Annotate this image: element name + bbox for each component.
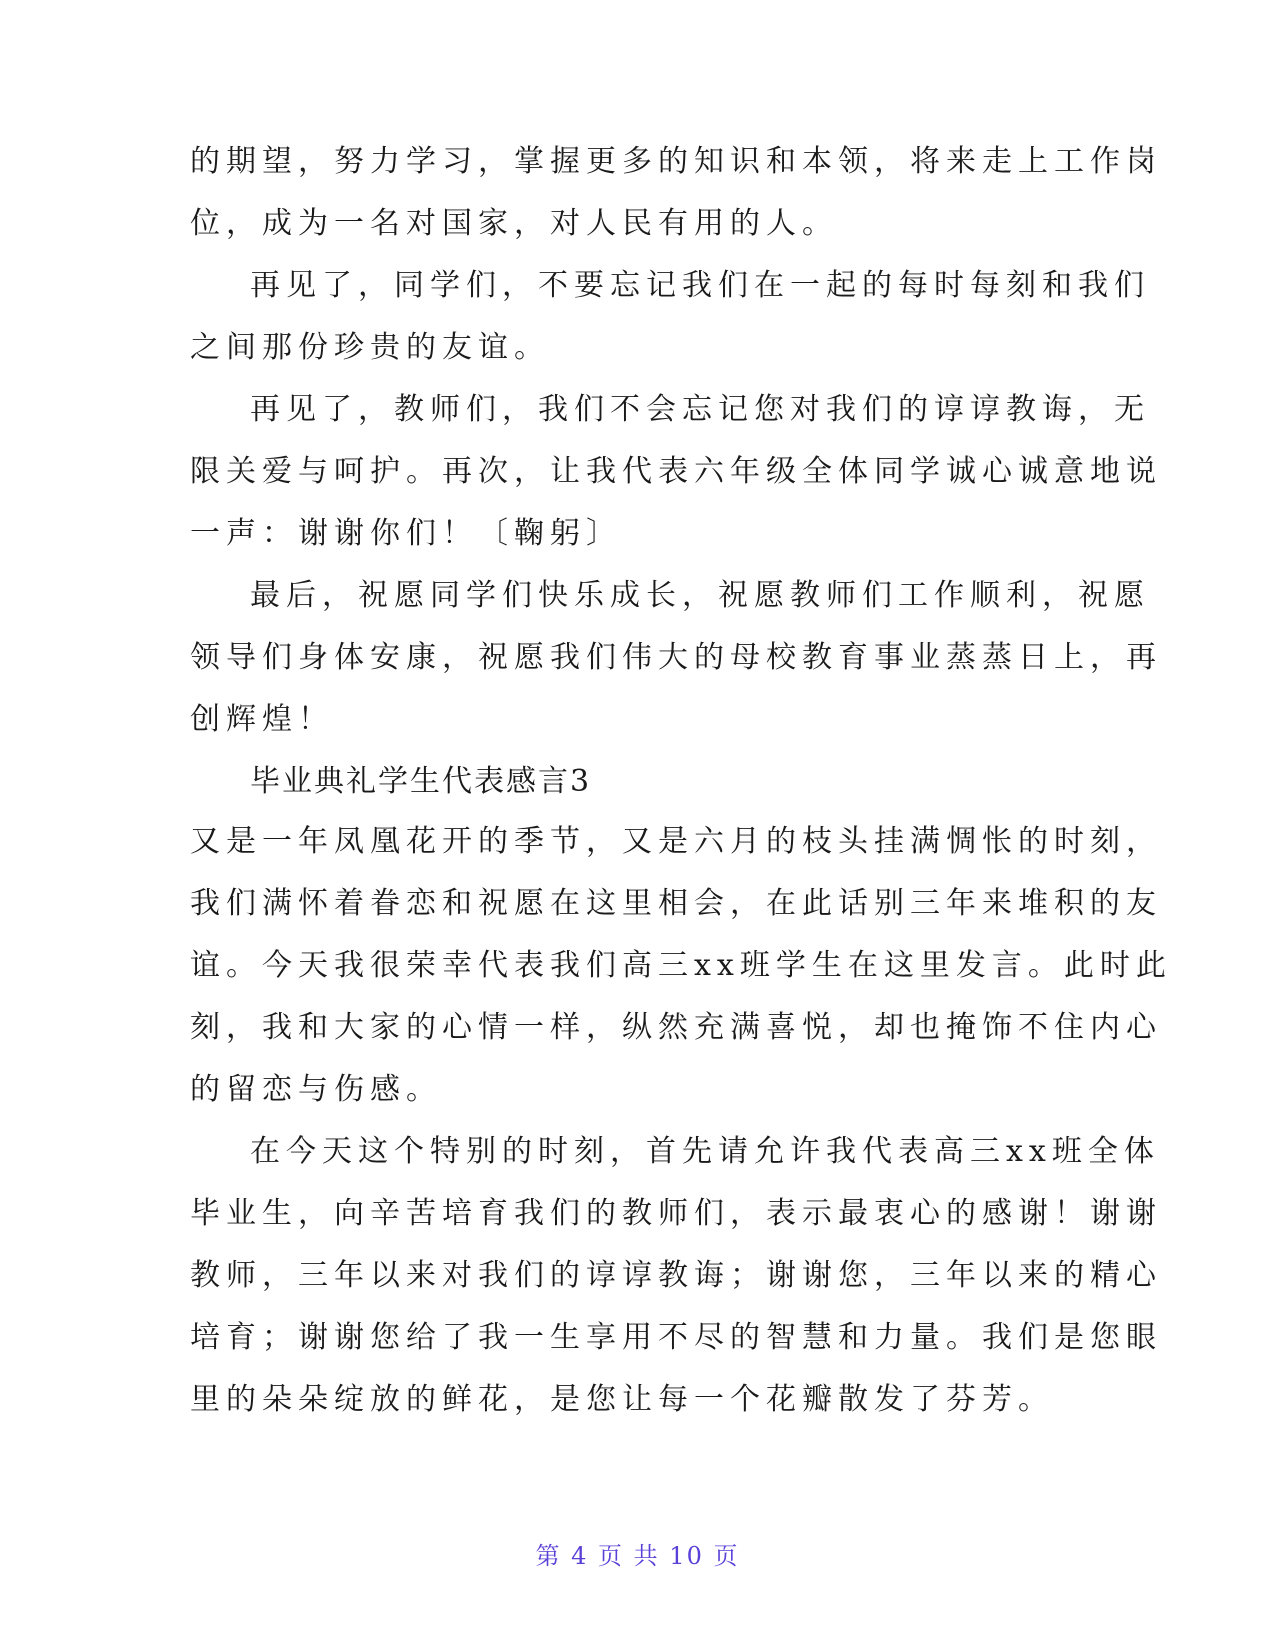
- paragraph-start: 再见了，教师们，我们不会忘记您对我们的谆谆教诲，无: [250, 392, 1150, 427]
- text-line: 培育；谢谢您给了我一生享用不尽的智慧和力量。我们是您眼: [190, 1320, 1162, 1355]
- paragraph-start: 在今天这个特别的时刻，首先请允许我代表高三xx班全体: [250, 1134, 1160, 1169]
- text-line: 谊。今天我很荣幸代表我们高三xx班学生在这里发言。此时此: [190, 948, 1172, 983]
- section-heading: 毕业典礼学生代表感言3: [250, 764, 592, 799]
- text-line: 的期望，努力学习，掌握更多的知识和本领，将来走上工作岗: [190, 144, 1162, 179]
- page-number-footer: 第 4 页 共 10 页: [535, 1542, 740, 1570]
- text-line: 位，成为一名对国家，对人民有用的人。: [190, 206, 838, 241]
- paragraph-start: 最后，祝愿同学们快乐成长，祝愿教师们工作顺利，祝愿: [250, 578, 1150, 613]
- paragraph-start: 再见了，同学们，不要忘记我们在一起的每时每刻和我们: [250, 268, 1150, 303]
- text-line: 毕业生，向辛苦培育我们的教师们，表示最衷心的感谢！谢谢: [190, 1196, 1162, 1231]
- text-line: 领导们身体安康，祝愿我们伟大的母校教育事业蒸蒸日上，再: [190, 640, 1162, 675]
- text-line: 里的朵朵绽放的鲜花，是您让每一个花瓣散发了芬芳。: [190, 1382, 1054, 1417]
- text-line: 我们满怀着眷恋和祝愿在这里相会，在此话别三年来堆积的友: [190, 886, 1162, 921]
- text-line: 刻，我和大家的心情一样，纵然充满喜悦，却也掩饰不住内心: [190, 1010, 1162, 1045]
- text-line: 限关爱与呵护。再次，让我代表六年级全体同学诚心诚意地说: [190, 454, 1162, 489]
- text-line: 的留恋与伤感。: [190, 1072, 442, 1107]
- text-line: 又是一年凤凰花开的季节，又是六月的枝头挂满惆怅的时刻，: [190, 824, 1162, 859]
- text-line: 之间那份珍贵的友谊。: [190, 330, 550, 365]
- text-line: 教师，三年以来对我们的谆谆教诲；谢谢您，三年以来的精心: [190, 1258, 1162, 1293]
- text-line: 一声：谢谢你们！〔鞠躬〕: [190, 516, 622, 551]
- text-line: 创辉煌！: [190, 702, 334, 737]
